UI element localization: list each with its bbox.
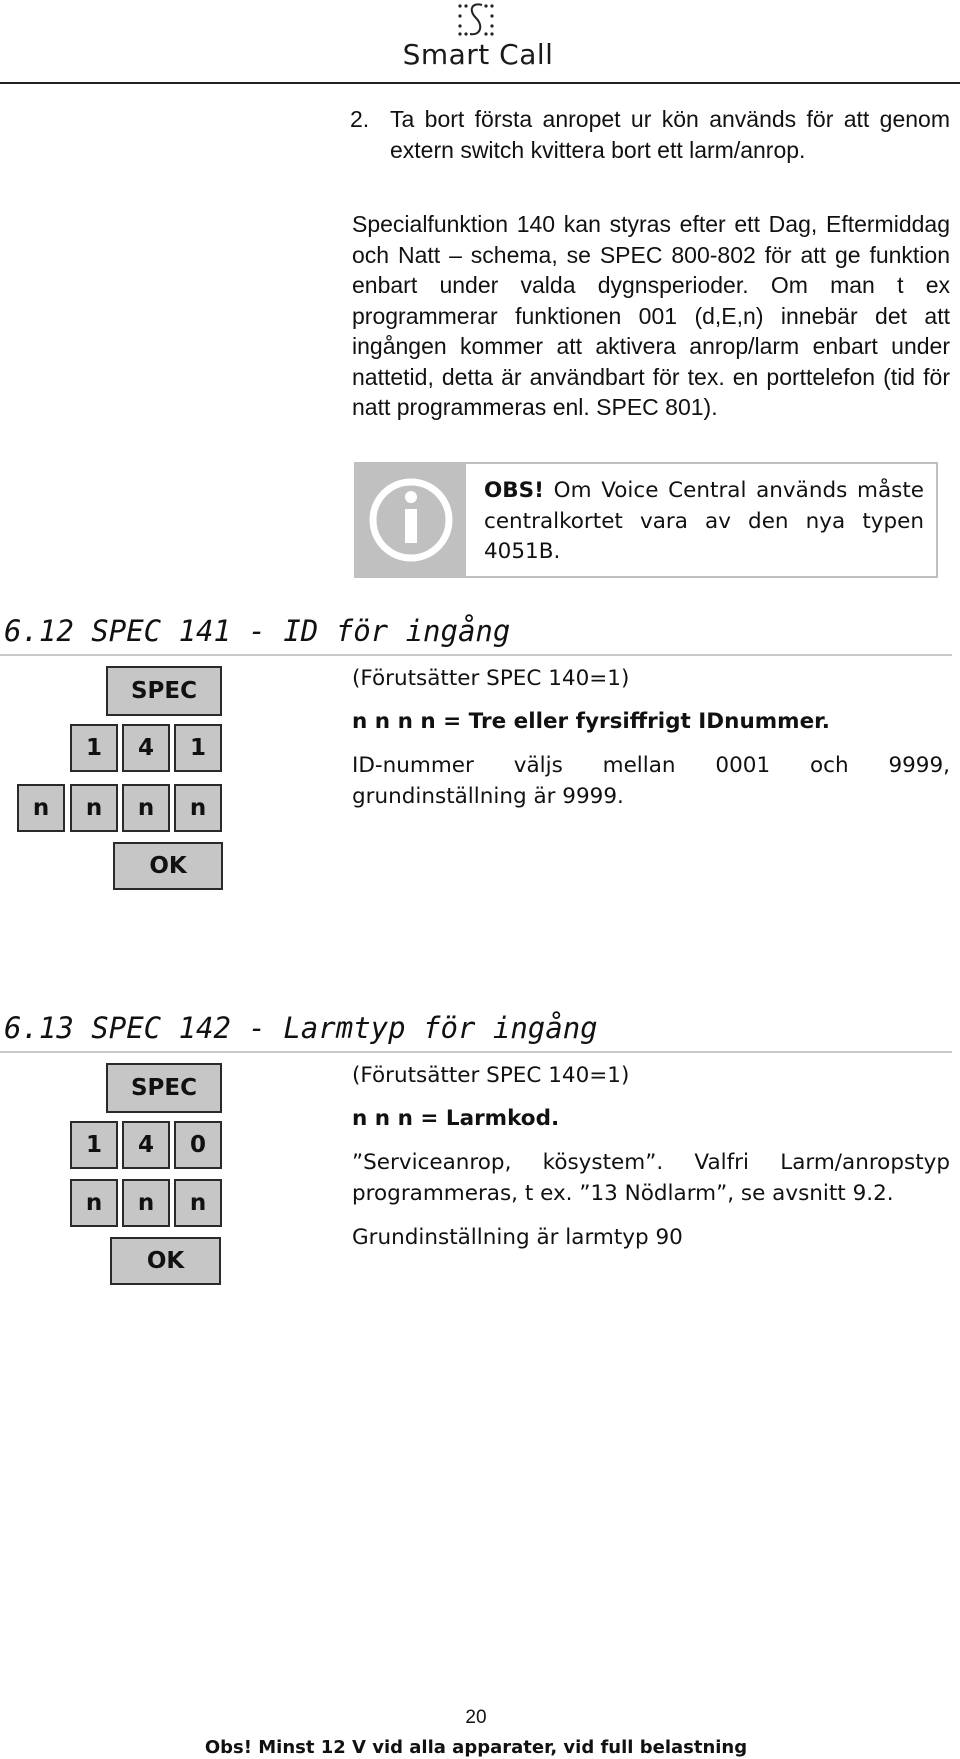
list-text: Ta bort första anropet ur kön används för att genom extern switch kvittera bort ett larm/anrop. xyxy=(390,106,950,163)
parameter-definition: n n n n = Tre eller fyrsiffrigt IDnummer. xyxy=(352,709,830,734)
keypad-ok-key: OK xyxy=(110,1237,221,1285)
section-heading-6-13: 6.13 SPEC 142 - Larmtyp för ingång xyxy=(4,1011,598,1045)
section-description: ID-nummer väljs mellan 0001 och 9999, grundinställning är 9999. xyxy=(352,753,950,809)
keypad-digit-key: 1 xyxy=(174,724,222,772)
footer-note: Obs! Minst 12 V vid alla apparater, vid full belastning xyxy=(204,1737,748,1758)
section-description: ”Serviceanrop, kösystem”. Valfri Larm/anropstyp programmeras, t ex. ”13 Nödlarm”, se avsnitt 9.2. xyxy=(352,1150,950,1206)
parameter-definition: n n n = Larmkod. xyxy=(352,1106,560,1131)
section-divider xyxy=(0,654,952,656)
list-number: 2. xyxy=(350,106,370,132)
keypad-param-key: n xyxy=(70,784,118,832)
brand-name: Smart Call xyxy=(402,38,554,71)
keypad-param-key: n xyxy=(17,784,65,832)
intro-paragraph: Specialfunktion 140 kan styras efter ett Dag, Eftermiddag och Natt – schema, se SPEC 800-802 för att ge funktion enbart under valda dygnsperioder. Om man t ex programmerar funktionen 001 (d,E,n) innebär det att ingången kommer att aktivera anrop/larm enbart under nattetid, detta är användbart för tex. en porttelefon (tid för natt programmeras enl. SPEC 801). xyxy=(352,211,950,420)
prerequisite-text: (Förutsätter SPEC 140=1) xyxy=(352,666,630,691)
keypad-digit-key: 4 xyxy=(122,1121,170,1169)
keypad-param-key: n xyxy=(174,784,222,832)
section-heading-6-12: 6.12 SPEC 141 - ID för ingång xyxy=(4,614,511,648)
keypad-param-key: n xyxy=(122,1179,170,1227)
smart-call-logo-icon xyxy=(446,0,506,40)
keypad-digit-key: 0 xyxy=(174,1121,222,1169)
header-divider xyxy=(0,82,960,84)
keypad-digit-key: 4 xyxy=(122,724,170,772)
keypad-param-key: n xyxy=(174,1179,222,1227)
keypad-ok-key: OK xyxy=(113,842,223,890)
keypad-digit-key: 1 xyxy=(70,724,118,772)
info-message: Om Voice Central används måste centralkortet vara av den nya typen 4051B. xyxy=(484,478,924,564)
keypad-param-key: n xyxy=(122,784,170,832)
keypad-param-key: n xyxy=(70,1179,118,1227)
prerequisite-text: (Förutsätter SPEC 140=1) xyxy=(352,1063,630,1088)
info-icon xyxy=(356,464,466,576)
info-text xyxy=(484,476,924,568)
keypad-spec-key: SPEC xyxy=(106,1063,222,1113)
default-setting-text: Grundinställning är larmtyp 90 xyxy=(352,1225,683,1250)
obs-label: OBS! xyxy=(484,478,544,503)
keypad-spec-key: SPEC xyxy=(106,666,222,716)
info-icon-panel xyxy=(356,464,466,576)
page-number: 20 xyxy=(465,1707,487,1728)
list-item xyxy=(350,104,950,165)
keypad-digit-key: 1 xyxy=(70,1121,118,1169)
section-divider xyxy=(0,1051,952,1053)
info-box xyxy=(354,462,938,578)
